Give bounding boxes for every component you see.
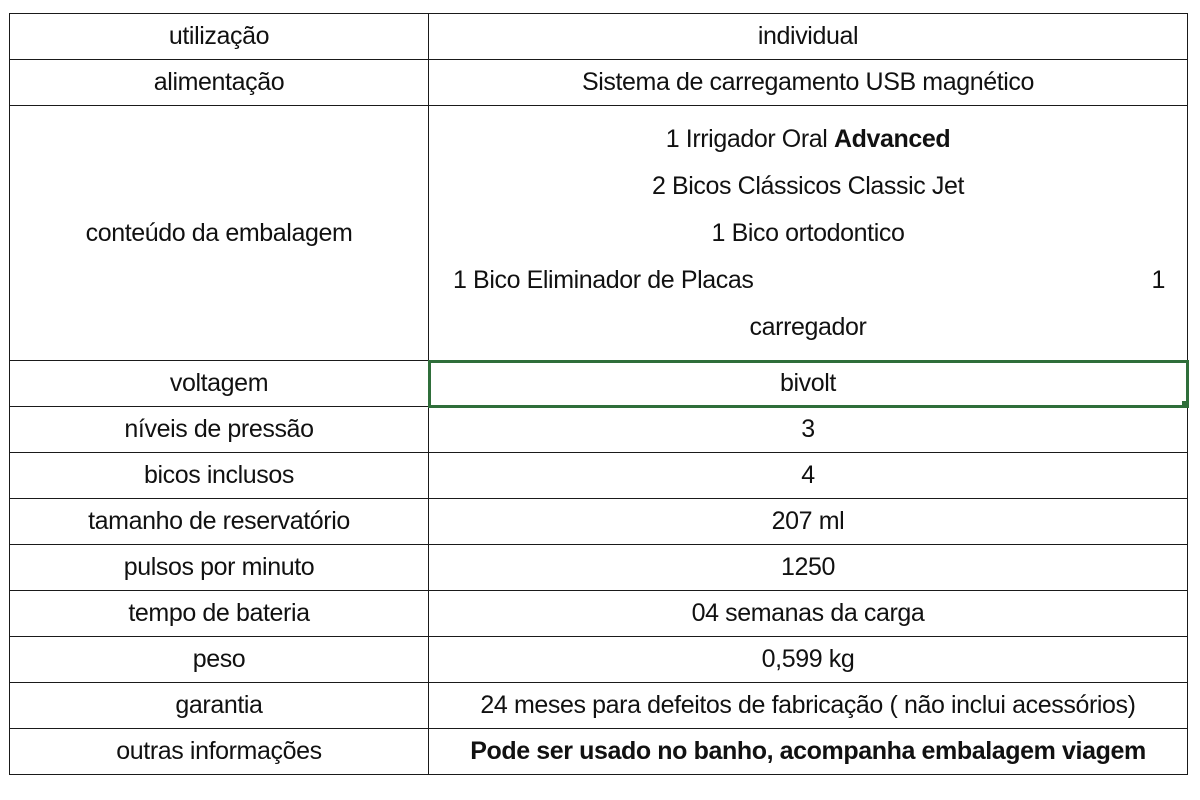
cell-value-peso[interactable]: 0,599 kg [429,637,1188,683]
table-row [10,545,1188,591]
fill-handle[interactable] [1182,401,1188,407]
contents-line-1 [433,116,1183,163]
table-row [10,106,1188,361]
contents-line-2: 2 Bicos Clássicos Classic Jet [651,171,965,200]
contents-line-5: carregador [749,312,867,341]
cell-label-peso[interactable]: peso [10,637,429,683]
table-row [10,14,1188,60]
table-row [10,453,1188,499]
table-row [10,361,1188,407]
cell-value-outras-informacoes[interactable]: Pode ser usado no banho, acompanha embalagem viagem [429,729,1188,775]
table-row [10,407,1188,453]
cell-label-bicos-inclusos[interactable]: bicos inclusos [10,453,429,499]
cell-value-reservatorio[interactable]: 207 ml [429,499,1188,545]
contents-line-1-bold: Advanced [833,124,951,153]
contents-line-4-left: 1 Bico Eliminador de Placas [453,265,754,294]
cell-value-pulsos[interactable]: 1250 [429,545,1188,591]
cell-label-alimentacao[interactable]: alimentação [10,60,429,106]
cell-value-voltagem-selected[interactable] [429,361,1188,407]
cell-label-niveis-pressao[interactable]: níveis de pressão [10,407,429,453]
cell-value-alimentacao[interactable]: Sistema de carregamento USB magnético [429,60,1188,106]
spec-sheet [9,13,1186,775]
cell-value-voltagem-text: bivolt [780,369,836,397]
cell-label-garantia[interactable]: garantia [10,683,429,729]
cell-value-bicos-inclusos[interactable]: 4 [429,453,1188,499]
cell-value-bateria[interactable]: 04 semanas da carga [429,591,1188,637]
table-row [10,591,1188,637]
table-row [10,499,1188,545]
cell-label-conteudo[interactable]: conteúdo da embalagem [10,106,429,361]
cell-value-niveis-pressao[interactable]: 3 [429,407,1188,453]
spec-table [9,13,1188,775]
table-row [10,729,1188,775]
table-row [10,683,1188,729]
cell-value-conteudo[interactable] [429,106,1188,361]
cell-value-garantia[interactable]: 24 meses para defeitos de fabricação ( não inclui acessórios) [429,683,1188,729]
cell-label-utilizacao[interactable]: utilização [10,14,429,60]
contents-line-4 [433,257,1183,304]
table-row [10,637,1188,683]
cell-value-utilizacao[interactable]: individual [429,14,1188,60]
contents-line-3: 1 Bico ortodontico [711,218,905,247]
cell-label-voltagem[interactable]: voltagem [10,361,429,407]
cell-label-reservatorio[interactable]: tamanho de reservatório [10,499,429,545]
cell-label-outras-informacoes[interactable]: outras informações [10,729,429,775]
contents-line-1-text: 1 Irrigador Oral [665,124,834,153]
cell-label-bateria[interactable]: tempo de bateria [10,591,429,637]
cell-label-pulsos[interactable]: pulsos por minuto [10,545,429,591]
contents-line-4-right: 1 [1151,265,1165,294]
table-row [10,60,1188,106]
